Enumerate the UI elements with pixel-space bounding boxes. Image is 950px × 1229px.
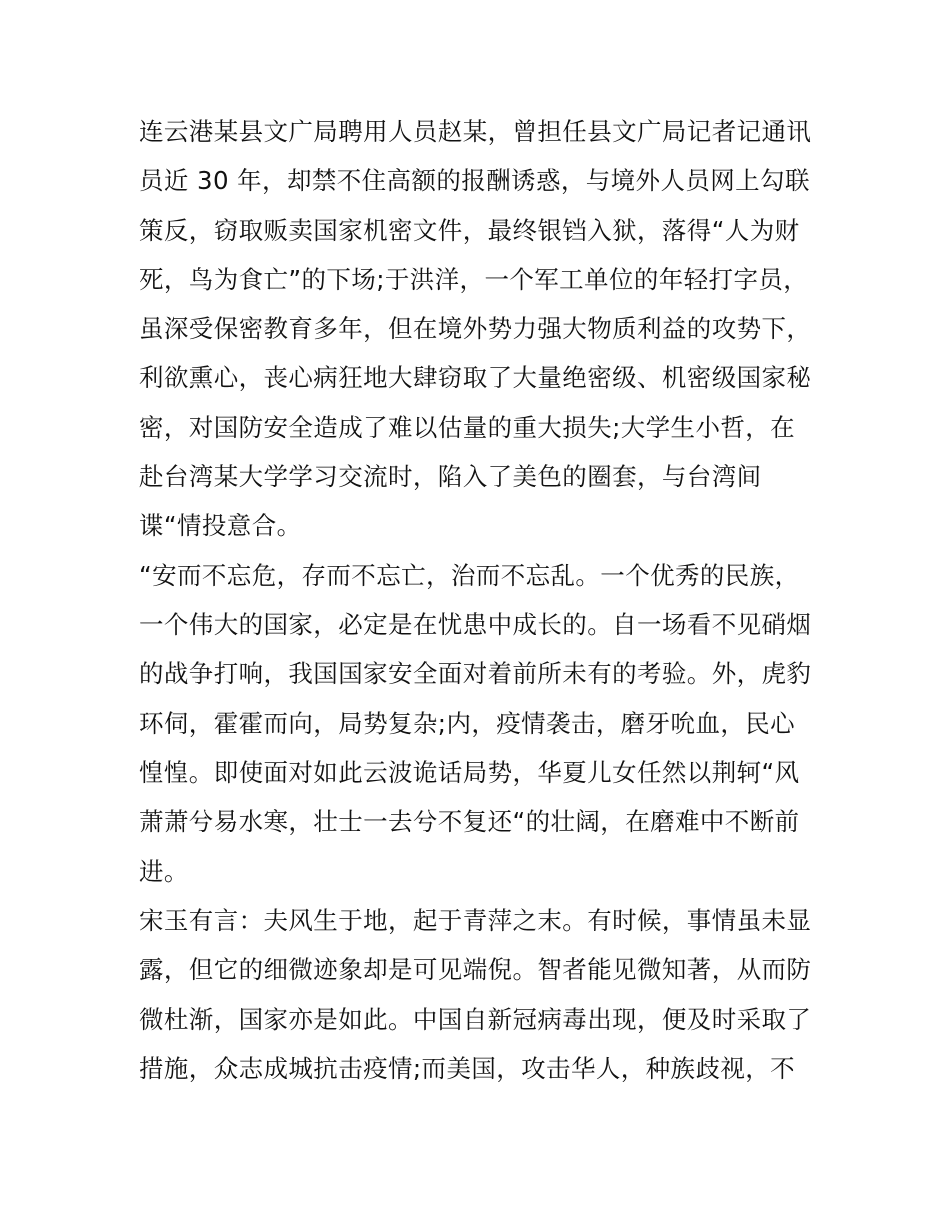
text-line: 谍“情投意合。 [139, 511, 302, 540]
text-line: 的战争打响，我国国家安全面对着前所未有的考验。外，虎豹 [139, 659, 812, 688]
text-line: 赴台湾某大学学习交流时，陷入了美色的圈套，与台湾间 [139, 462, 762, 491]
text-line: 策反，窃取贩卖国家机密文件，最终银铛入狱，落得“人为财 [139, 216, 800, 245]
text-line: 环伺，霍霍而向，局势复杂;内，疫情袭击，磨牙吮血，民心 [139, 709, 796, 738]
text-line: 露，但它的细微迹象却是可见端倪。智者能见微知著，从而防 [139, 955, 812, 984]
text-line: 萧萧兮易水寒，壮士一去兮不复还“的壮阔，在磨难中不断前 [139, 807, 800, 836]
text-line: 措施，众志成城抗击疫情;而美国，攻击华人，种族歧视，不 [139, 1054, 796, 1083]
text-line: 死，鸟为食亡”的下场;于洪洋，一个军工单位的年轻打字员， [139, 265, 809, 294]
text-line: 员近 30 年，却禁不住高额的报酬诱惑，与境外人员网上勾联 [139, 166, 810, 195]
text-line: 宋玉有言：夫风生于地，起于青萍之末。有时候，事情虽未显 [139, 906, 812, 935]
text-line: 利欲熏心，丧心病狂地大肆窃取了大量绝密级、机密级国家秘 [139, 363, 812, 392]
text-line: 连云港某县文广局聘用人员赵某，曾担任县文广局记者记通讯 [139, 117, 812, 146]
text-line: 一个伟大的国家，必定是在忧患中成长的。自一场看不见硝烟 [139, 610, 812, 639]
text-line: 虽深受保密教育多年，但在境外势力强大物质利益的攻势下， [139, 314, 812, 343]
text-line: 惶惶。即使面对如此云波诡话局势，华夏儿女任然以荆轲“风 [139, 758, 800, 787]
text-line: 进。 [139, 857, 189, 886]
text-line: 密，对国防安全造成了难以估量的重大损失;大学生小哲，在 [139, 413, 796, 442]
text-line: “安而不忘危，存而不忘亡，治而不忘乱。一个优秀的民族， [139, 561, 800, 590]
text-line: 微杜渐，国家亦是如此。中国自新冠病毒出现，便及时采取了 [139, 1005, 812, 1034]
